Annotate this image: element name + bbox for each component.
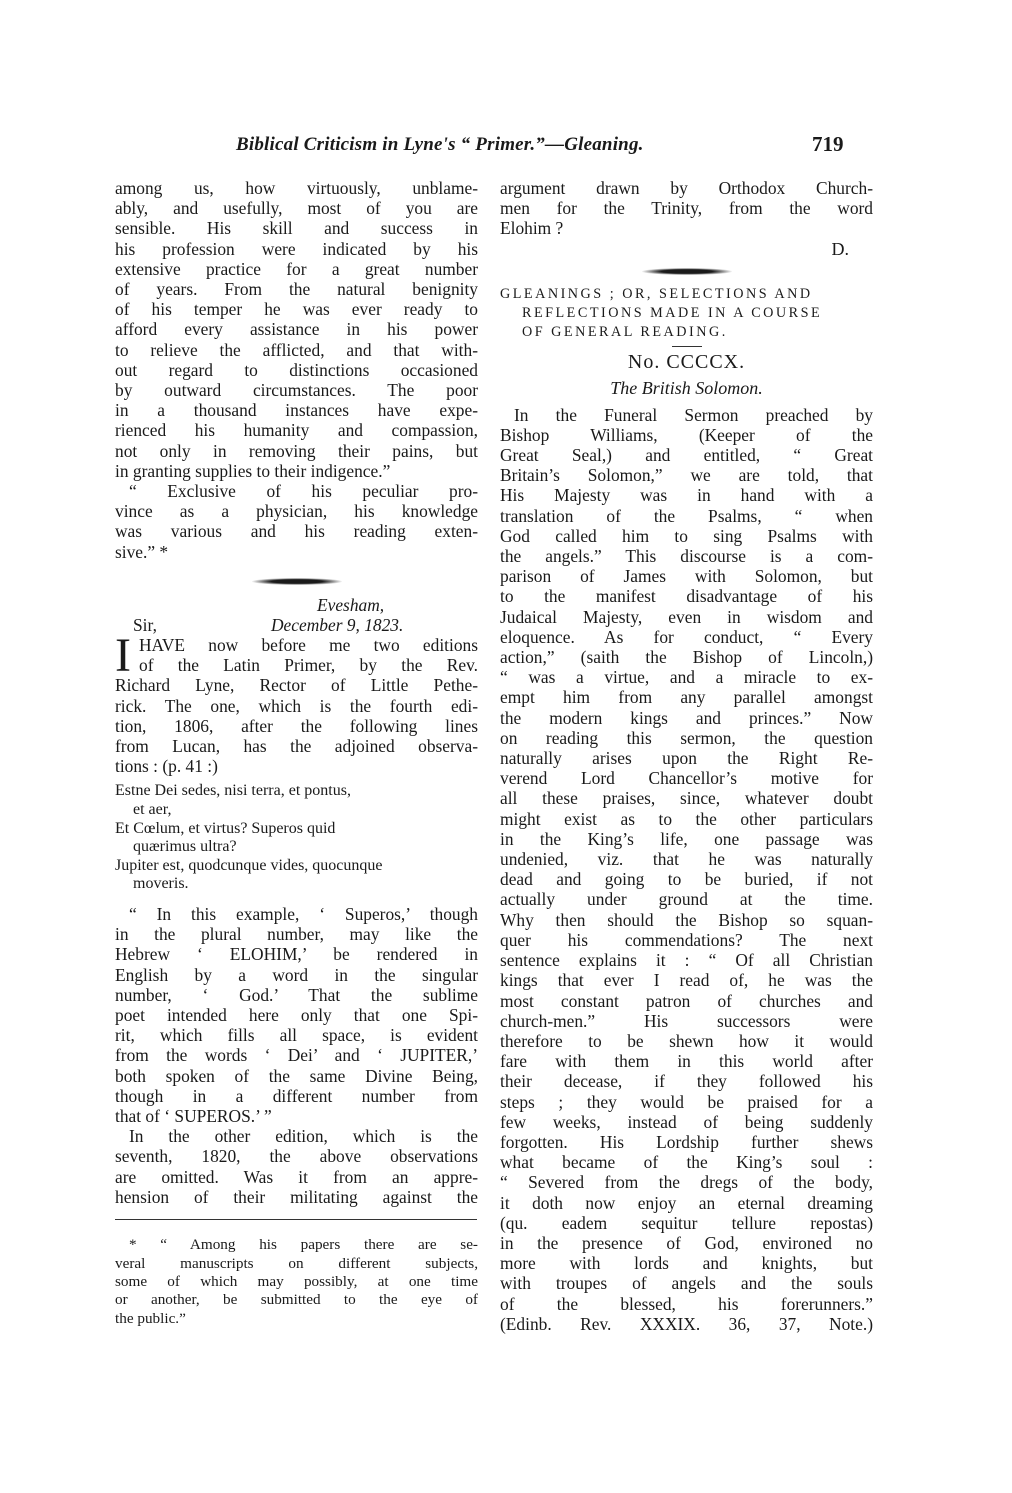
number-title: No. CCCCX.	[627, 350, 746, 373]
continuation-paragraph	[500, 178, 873, 239]
verse-line: Jupiter est, quodcunque vides, quocunque	[115, 856, 383, 874]
text-line: (Edinb. Rev. XXXIX. 36, 37, Note.)	[500, 1313, 873, 1334]
ornamental-rule	[252, 578, 342, 585]
text-line: few weeks, instead of being suddenly	[500, 1111, 873, 1132]
text-line: church-men.” His successors were	[500, 1010, 873, 1031]
text-line: Britain’s Solomon,” we are told, that	[500, 465, 873, 486]
footnote-line: * “ Among his papers there are se-	[129, 1236, 478, 1254]
text-line: steps ; they would be praised for a	[500, 1091, 873, 1112]
footnote-line: or another, be submitted to the eye of	[115, 1291, 478, 1309]
text-line: Great Seal,) and entitled, “ Great	[500, 445, 873, 466]
text-line: out regard to distinctions occasioned	[115, 359, 478, 380]
text-line: eloquence. As for conduct, “ Every	[500, 626, 873, 647]
text-line: Richard Lyne, Rector of Little Pethe-	[115, 675, 478, 696]
heading-line: REFLECTIONS MADE IN A COURSE	[522, 304, 823, 321]
verse-line: Et Cœlum, et virtus? Superos quid	[115, 819, 336, 837]
text-line: In the other edition, which is the	[129, 1126, 478, 1147]
text-line: translation of the Psalms, “ when	[500, 505, 873, 526]
text-line: all these praises, since, whatever doubt	[500, 788, 873, 809]
text-line: Why then should the Bishop so squan-	[500, 909, 873, 930]
text-line: rienced his humanity and compassion,	[115, 420, 478, 441]
text-line: “ Severed from the dregs of the body,	[500, 1172, 873, 1193]
text-line: afford every assistance in his power	[115, 319, 478, 340]
footnote-line: the public.”	[115, 1309, 186, 1327]
gleanings-heading	[500, 285, 873, 342]
text-line: of years. From the natural benignity	[115, 279, 478, 300]
text-line: number, ‘ God.’ That the sublime	[115, 984, 478, 1005]
text-line: “ In this example, ‘ Superos,’ though	[129, 904, 478, 925]
verse-line: quærimus ultra?	[133, 838, 237, 856]
text-line: in a thousand instances have expe-	[115, 400, 478, 421]
text-line: actually under ground at the time.	[500, 889, 873, 910]
text-line: His Majesty was in hand with a	[500, 485, 873, 506]
text-line: sensible. His skill and success in	[115, 218, 478, 239]
text-line: the angels.” This discourse is a com-	[500, 546, 873, 567]
right-column	[500, 178, 873, 1334]
other-edition-paragraph	[115, 1126, 478, 1207]
text-line: his profession were indicated by his	[115, 238, 478, 259]
running-title: Biblical Criticism in Lyne's “ Primer.”—Gleaning.	[236, 134, 644, 155]
text-line: God called him to sing Psalms with	[500, 525, 873, 546]
text-line: to relieve the afflicted, and that with-	[115, 339, 478, 360]
text-line: Hebrew ‘ ELOHIM,’ be rendered in	[115, 944, 478, 965]
text-line: “ was a virtue, and a miracle to ex-	[500, 667, 873, 688]
text-line: that of ‘ SUPEROS.’ ”	[115, 1106, 272, 1127]
text-line: might exist as to the other particulars	[500, 808, 873, 829]
text-line: among us, how virtuously, unblame-	[115, 178, 478, 198]
text-line: the modern kings and princes.” Now	[500, 707, 873, 728]
text-line: both spoken of the same Divine Being,	[115, 1065, 478, 1086]
left-column	[115, 178, 478, 1328]
text-line: it doth now enjoy an eternal dreaming	[500, 1192, 873, 1213]
text-line: rit, which fills all space, is evident	[115, 1025, 478, 1046]
text-line: HAVE now before me two editions	[139, 635, 478, 656]
text-line: sentence explains it : “ Of all Christian	[500, 950, 873, 971]
text-line: action,” (saith the Bishop of Lincoln,)	[500, 647, 873, 668]
footnote-rule	[115, 1219, 477, 1220]
page-number: 719	[812, 132, 844, 156]
text-line: tion, 1806, after the following lines	[115, 715, 478, 736]
text-line: fare with them in this world after	[500, 1051, 873, 1072]
short-rule	[672, 346, 702, 347]
verse-line: et aer,	[133, 801, 172, 819]
verse-line: moveris.	[133, 875, 189, 893]
text-line: In the Funeral Sermon preached by	[514, 404, 873, 425]
text-line: though in a different number from	[115, 1085, 478, 1106]
salutation-row	[115, 615, 478, 635]
text-line: kings that ever I read of, he was the	[500, 970, 873, 991]
footnote	[115, 1236, 478, 1328]
author-signature: D.	[831, 238, 849, 259]
text-line: not only in removing their pains, but	[115, 440, 478, 461]
text-line: English by a word in the singular	[115, 964, 478, 985]
letter-paragraph	[115, 629, 478, 777]
letter-date: December 9, 1823.	[271, 615, 404, 636]
article-title: The British Solomon.	[610, 377, 763, 398]
text-line: from Lucan, has the adjoined observa-	[115, 736, 478, 757]
text-line: empt him from any parallel amongst	[500, 687, 873, 708]
text-line: Bishop Williams, (Keeper of the	[500, 424, 873, 445]
text-line: ably, and usefully, most of you are	[115, 198, 478, 219]
text-line: was various and his reading exten-	[115, 521, 478, 542]
heading-line: GLEANINGS ; OR, SELECTIONS AND	[500, 285, 813, 302]
drop-cap: I	[115, 629, 131, 683]
text-line: men for the Trinity, from the word	[500, 198, 873, 219]
text-line: sive.” *	[115, 541, 169, 562]
text-line: by outward circumstances. The poor	[115, 380, 478, 401]
text-line: poet intended here only that one Spi-	[115, 1005, 478, 1026]
text-line: undenied, viz. that he was naturally	[500, 849, 873, 870]
text-line: of the Latin Primer, by the Rev.	[139, 655, 478, 676]
lucan-verse	[115, 782, 478, 894]
text-line: quer his commendations? The next	[500, 929, 873, 950]
opening-paragraph	[115, 178, 478, 481]
text-line: in the presence of God, environed no	[500, 1232, 873, 1253]
text-line: rick. The one, which is the fourth edi-	[115, 695, 478, 716]
text-line: naturally arises upon the Right Re-	[500, 748, 873, 769]
verse-line: Estne Dei sedes, nisi terra, et pontus,	[115, 782, 351, 800]
text-line: of the blessed, his forerunners.”	[500, 1293, 873, 1314]
text-line: on reading this sermon, the question	[500, 727, 873, 748]
text-line: parison of James with Solomon, but	[500, 566, 873, 587]
text-line: Elohim ?	[500, 218, 564, 239]
footnote-line: some of which may possibly, at one time	[115, 1272, 478, 1290]
text-line: with troupes of angels and the souls	[500, 1273, 873, 1294]
text-line: in the King’s life, one passage was	[500, 828, 873, 849]
text-line: tions : (p. 41 :)	[115, 756, 218, 777]
heading-line: OF GENERAL READING.	[522, 323, 728, 340]
footnote-line: veral manuscripts on different subjects,	[115, 1254, 478, 1272]
text-line: in the plural number, may like the	[115, 924, 478, 945]
text-line: “ Exclusive of his peculiar pro-	[129, 481, 478, 502]
text-line: from the words ‘ Dei’ and ‘ JUPITER,’	[115, 1045, 478, 1066]
letter-place: Evesham,	[317, 594, 385, 615]
text-line: what became of the King’s soul :	[500, 1152, 873, 1173]
text-line: of his temper he was ever ready to	[115, 299, 478, 320]
text-line: to the manifest disadvantage of his	[500, 586, 873, 607]
text-line: vince as a physician, his knowledge	[115, 501, 478, 522]
text-line: dead and going to be buried, if not	[500, 869, 873, 890]
text-line: most constant patron of churches and	[500, 990, 873, 1011]
text-line: seventh, 1820, the above observations	[115, 1146, 478, 1167]
text-line: forgotten. His Lordship further shews	[500, 1131, 873, 1152]
salutation: Sir,	[133, 615, 157, 636]
text-line: therefore to be shewn how it would	[500, 1030, 873, 1051]
text-line: (qu. eadem sequitur tellure repostas)	[500, 1212, 873, 1233]
text-line: in granting supplies to their indigence.”	[115, 460, 391, 481]
text-line: argument drawn by Orthodox Church-	[500, 178, 873, 198]
text-line: are omitted. Was it from an appre-	[115, 1166, 478, 1187]
text-line: extensive practice for a great number	[115, 258, 478, 279]
ornamental-rule	[642, 268, 732, 275]
text-line: verend Lord Chancellor’s motive for	[500, 768, 873, 789]
text-line: their decease, if they followed his	[500, 1071, 873, 1092]
letter-dateline	[115, 595, 478, 635]
text-line: hension of their militating against the	[115, 1186, 478, 1207]
text-line: more with lords and knights, but	[500, 1253, 873, 1274]
text-line: Judaical Majesty, even in wisdom and	[500, 606, 873, 627]
example-paragraph	[115, 904, 478, 1126]
exclusive-paragraph	[115, 481, 478, 562]
article-body	[500, 405, 873, 1334]
